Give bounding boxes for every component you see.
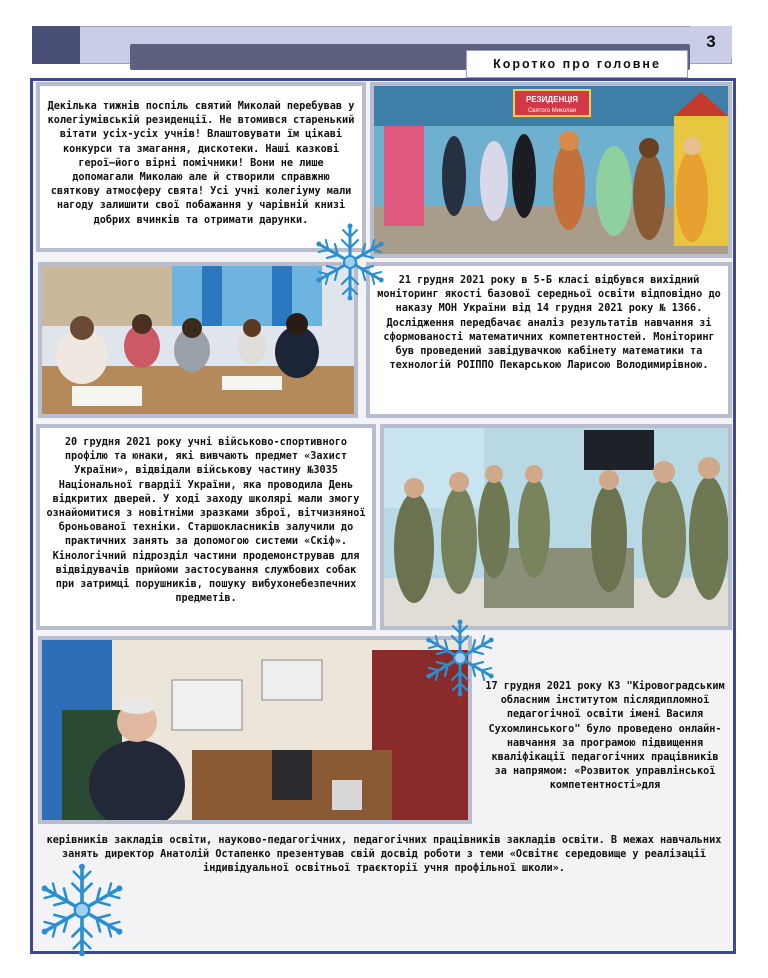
snowflake-icon [34, 862, 130, 958]
article-2 [366, 262, 732, 418]
article-1-text: Декілька тижнів поспіль святий Миколай перебував у колегіумівській резиденції. Не втомився старенький вітати усіх-усіх учнів! Влаштовувати їм цікаві конкурси та змагання, дискотеки. Наші казкові герої—його вірні помічники! Вони не лише допомагали Миколаю але й створили справжню святкову атмосферу свята! Усі учні колегіуму мали нагоду залишити свої побажання у чарівній книзі добрих вчинків та отримати дарунки. [47, 101, 355, 226]
svg-text:РЕЗИДЕНЦІЯ: РЕЗИДЕНЦІЯ [525, 95, 579, 104]
photo-saint-nicholas-residence [370, 82, 732, 258]
article-4-text-bottom: керівників закладів освіти, науково-педагогічних, педагогічних працівників закладів освіти. В межах навчальних занять директор Анатолій Остапенко презентував свій досвід роботи з теми «Освітнє середовище у реалізації індивідуальної освітньої траєкторії учня профільної школи». [46, 835, 722, 875]
article-3-text: 20 грудня 2021 року учні військово-спортивного профілю та юнаки, які вивчають предмет «Захист України», відвідали військову частину №3035 Національної гвардії України, яка проводила День відкритих дверей. У ході заходу школярі мали змогу ознайомитися з новітніми зразками зброї, вітчизняної броньованої техніки. Старшокласників залучили до практичних занять за допомогою системи «Скіф». Кінологічний підрозділ частини продемонстрував для відвідувачів прийоми застосування службових собак при затримці порушників, пошуку вибухонебезпечних предметів. [46, 437, 366, 605]
article-4-top [484, 680, 726, 830]
photo-military-unit-visit [380, 424, 732, 630]
article-4-text-top: 17 грудня 2021 року КЗ "Кіровоградським обласним інститутом післядипломної педагогічної освіти імені Василя Сухомлинського" було проведено онлайн-навчання за програмою підвищення кваліфікації педагогічних працівників за напрямом: «Розвиток управлінської компетентності»для [485, 681, 725, 792]
snowflake-icon [310, 222, 390, 302]
section-title: Коротко про головне [466, 50, 688, 78]
header-accent-block [32, 26, 80, 64]
article-4-bottom [44, 834, 724, 904]
snowflake-icon [420, 618, 500, 698]
article-3 [36, 424, 376, 630]
svg-text:Святого Миколая: Святого Миколая [527, 108, 577, 114]
photo-director-online-training [38, 636, 472, 824]
page-number: 3 [690, 26, 732, 58]
article-2-text: 21 грудня 2021 року в 5-Б класі відбувся вихідний моніторинг якості базової середньої освіти відповідно до наказу МОН України від 14 грудня 2021 року № 1366. Дослідження передбачає аналіз результатів навчання зі сформованості математичних компетентностей. Моніторинг був проведений завідувачкою кабінету математики та технологій РОІППО Пекарською Ларисою Володимирівною. [377, 275, 721, 372]
